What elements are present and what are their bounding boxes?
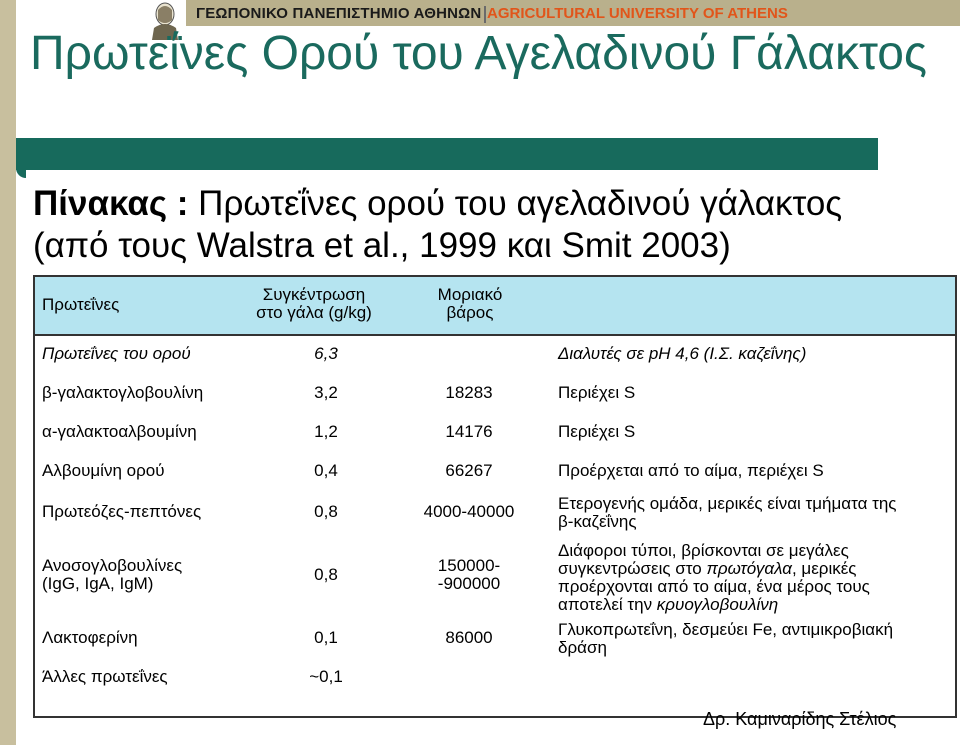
whey-proteins-table — [33, 275, 957, 718]
caption-source: (από τους Walstra et al., 1999 και Smit 2003) — [33, 226, 731, 265]
cell-mw-line: 150000- — [437, 556, 501, 575]
cell-protein: Λακτοφερίνη — [42, 628, 138, 647]
cell-concentration: 1,2 — [314, 422, 338, 441]
note-text: αποτελεί την — [558, 595, 657, 614]
cell-molecular-weight: 66267 — [445, 461, 493, 480]
cell-note-line: Διάφοροι τύποι, βρίσκονται σε μεγάλες — [558, 541, 849, 560]
cell-molecular-weight — [407, 557, 531, 593]
cell-molecular-weight: 14176 — [445, 422, 493, 441]
header-separator — [484, 6, 486, 23]
header-protein: Πρωτεΐνες — [42, 295, 120, 314]
caption-label: Πίνακας : — [33, 184, 189, 223]
header-concentration-line1: Συγκέντρωση — [262, 285, 366, 304]
cell-protein — [42, 557, 182, 593]
note-emphasis: πρωτόγαλα — [706, 559, 792, 578]
header-concentration — [234, 286, 394, 322]
header-molecular-weight — [415, 286, 525, 322]
cell-concentration: 0,1 — [314, 628, 338, 647]
cell-note — [558, 621, 948, 657]
cell-molecular-weight: 4000-40000 — [423, 502, 515, 521]
cell-note-line: β-καζεΐνης — [558, 512, 637, 531]
university-name-english: AGRICULTURAL UNIVERSITY OF ATHENS — [487, 5, 788, 22]
note-text: , μερικές — [791, 559, 857, 578]
cell-mw-line: -900000 — [437, 574, 501, 593]
title-underline-bar — [16, 138, 878, 170]
note-emphasis: κρυογλοβουλίνη — [656, 595, 779, 614]
cell-protein: Αλβουμίνη ορού — [42, 461, 165, 480]
table-caption — [33, 183, 842, 267]
cell-note — [558, 495, 948, 531]
header-mw-line2: βάρος — [446, 303, 494, 322]
cell-protein: Άλλες πρωτεΐνες — [42, 667, 168, 686]
cell-protein: α-γαλακτοαλβουμίνη — [42, 422, 197, 441]
university-name-greek: ΓΕΩΠΟΝΙΚΟ ΠΑΝΕΠΙΣΤΗΜΙΟ ΑΘΗΝΩΝ — [196, 5, 482, 22]
header-concentration-line2: στο γάλα (g/kg) — [256, 303, 372, 322]
page-title: Πρωτεΐνες Ορού του Αγελαδινού Γάλακτος — [30, 27, 928, 80]
cell-note-line — [558, 596, 948, 614]
caption-text: Πρωτεΐνες ορού του αγελαδινού γάλακτος — [188, 184, 843, 223]
cell-concentration: ~0,1 — [309, 667, 343, 686]
cell-note: Περιέχει S — [558, 422, 636, 441]
cell-protein-line: (IgG, IgA, IgM) — [42, 574, 154, 593]
cell-note: Περιέχει S — [558, 383, 636, 402]
cell-concentration: 0,8 — [314, 502, 338, 521]
cell-molecular-weight: 18283 — [445, 383, 493, 402]
cell-protein: Πρωτεόζες-πεπτόνες — [42, 502, 202, 521]
table-header — [35, 277, 955, 336]
cell-concentration: 0,4 — [314, 461, 338, 480]
cell-concentration: 6,3 — [314, 344, 338, 363]
cell-protein: Πρωτεΐνες του ορού — [42, 344, 191, 363]
cell-note-line: Ετερογενής ομάδα, μερικές είναι τμήματα της — [558, 494, 897, 513]
cell-concentration: 0,8 — [314, 565, 338, 584]
cell-note-line: δράση — [558, 638, 607, 657]
header-mw-line1: Μοριακό — [437, 285, 503, 304]
cell-protein: β-γαλακτογλοβουλίνη — [42, 383, 204, 402]
cell-note: Διαλυτές σε pH 4,6 (Ι.Σ. καζεΐνης) — [558, 344, 807, 363]
cell-note-line: προέρχονται από το αίμα, ένα μέρος τους — [558, 577, 870, 596]
cell-concentration: 3,2 — [314, 383, 338, 402]
cell-note: Προέρχεται από το αίμα, περιέχει S — [558, 461, 824, 480]
left-decor-strip — [0, 0, 16, 745]
cell-note-line — [558, 560, 948, 578]
cell-molecular-weight: 86000 — [445, 628, 493, 647]
cell-note-line: Γλυκοπρωτεΐνη, δεσμεύει Fe, αντιμικροβιακή — [558, 620, 894, 639]
cell-protein-line: Ανοσογλοβουλίνες — [42, 556, 183, 575]
note-text: συγκεντρώσεις στο — [558, 559, 707, 578]
author-credit: Δρ. Καμιναρίδης Στέλιος — [703, 709, 897, 729]
cell-note — [558, 542, 948, 614]
